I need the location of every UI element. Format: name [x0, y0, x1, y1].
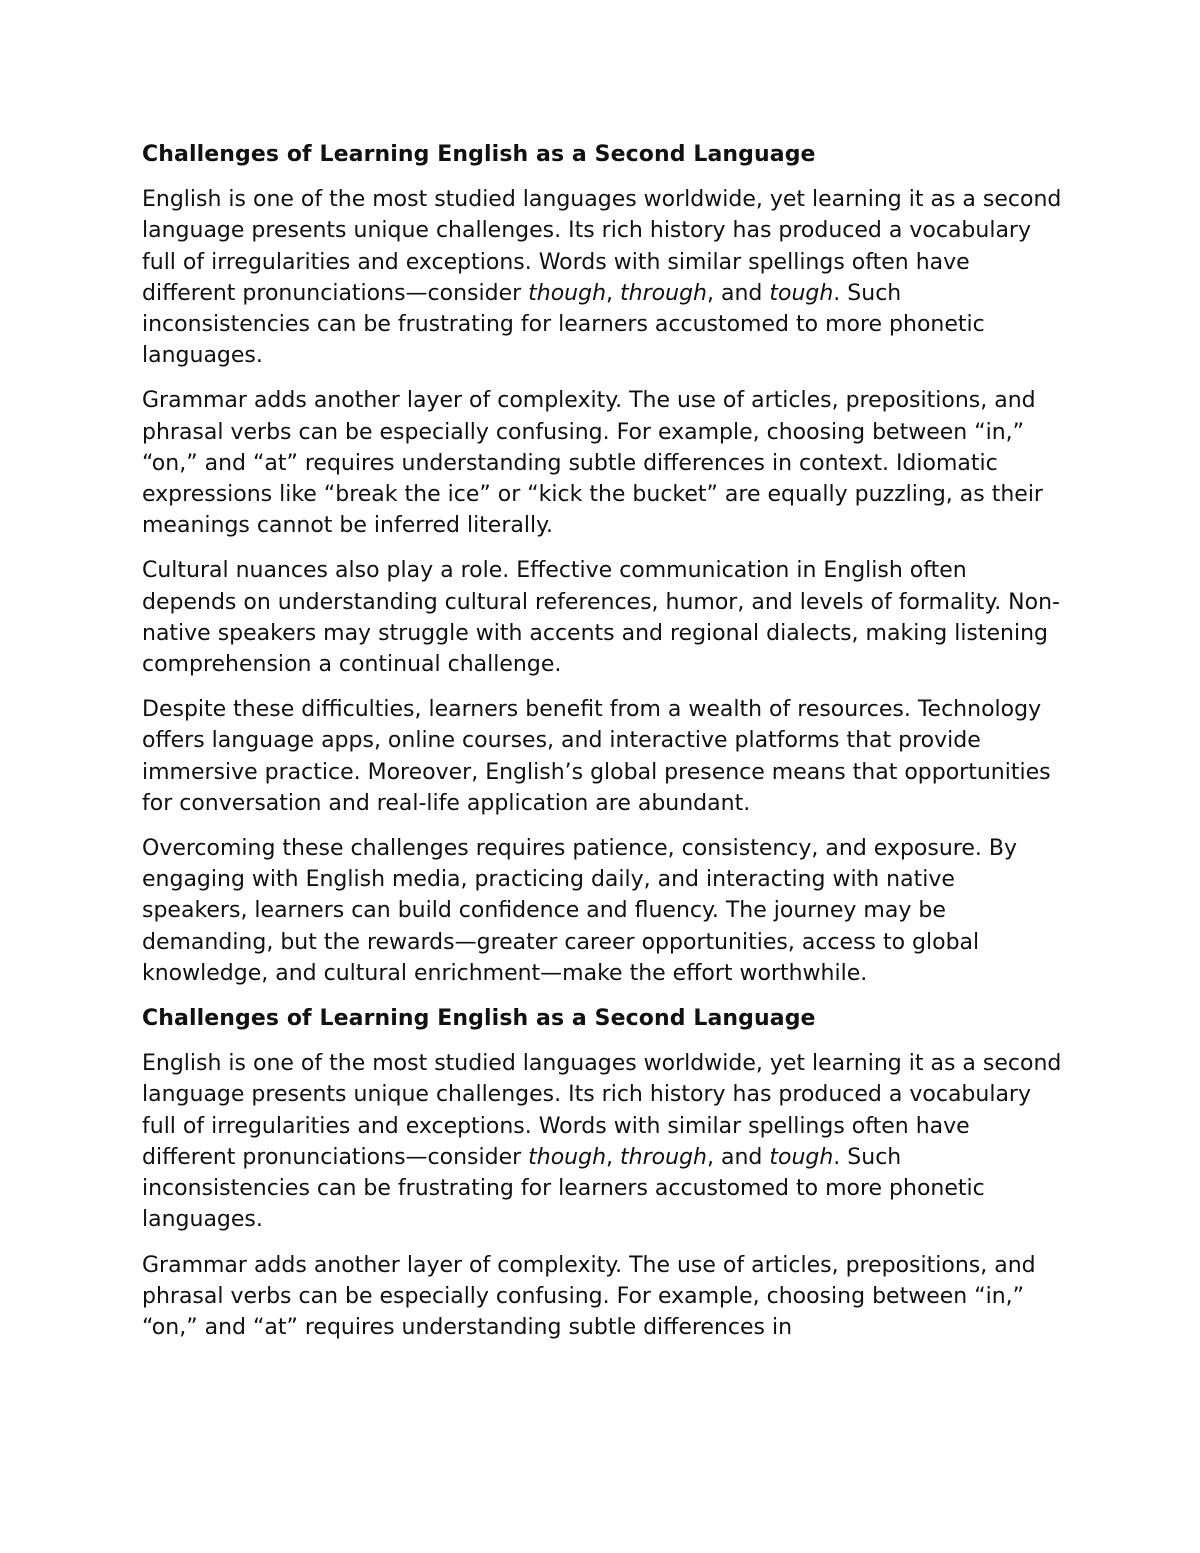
paragraph-text: English is one of the most studied languages worldwide, yet learning it as a second language presents unique challenges. Its rich history has produced a vocabulary full of irregularities and exceptions. Words with similar spellings often have different pronunciations—consider: [142, 1051, 1062, 1170]
paragraph-grammar: Grammar adds another layer of complexity. The use of articles, prepositions, and phrasal verbs can be especially confusing. For example, choosing between “in,” “on,” and “at” requires understanding subtle differences in context. Idiomatic expressions like “break the ice” or “kick the bucket” are equally puzzling, as their meanings cannot be inferred literally.: [142, 388, 1043, 539]
italic-word-tough: tough: [769, 280, 834, 306]
italic-word-through: through: [620, 280, 707, 306]
paragraph-culture: Cultural nuances also play a role. Effective communication in English often depends on understanding cultural references, humor, and levels of formality. Non-native speakers may struggle with accents and regional dialects, making listening comprehension a continual challenge.: [142, 558, 1060, 678]
paragraph-text: . Such inconsistencies can be frustrating for learners accustomed to more phonetic languages.: [142, 1144, 985, 1233]
paragraph-text: English is one of the most studied languages worldwide, yet learning it as a second language presents unique challenges. Its rich history has produced a vocabulary full of irregularities and exceptions. Words with similar spellings often have different pronunciations—consider: [142, 187, 1062, 306]
italic-word-through: through: [620, 1144, 707, 1170]
italic-word-though: though: [528, 280, 607, 306]
paragraph-vocabulary: [142, 184, 1062, 371]
separator: ,: [606, 280, 621, 306]
italic-word-tough: tough: [769, 1144, 834, 1170]
separator: , and: [706, 280, 770, 306]
italic-word-though: though: [528, 1144, 607, 1170]
paragraph-conclusion: Overcoming these challenges requires patience, consistency, and exposure. By engaging with English media, practicing daily, and interacting with native speakers, learners can build confidence and fluency. The journey may be demanding, but the rewards—greater career opportunities, access to global knowledge, and cultural enrichment—make the effort worthwhile.: [142, 836, 1017, 986]
separator: , and: [706, 1144, 770, 1170]
paragraph-vocabulary: [142, 1048, 1062, 1235]
paragraph-grammar: Grammar adds another layer of complexity. The use of articles, prepositions, and phrasal verbs can be especially confusing. For example, choosing between “in,” “on,” and “at” requires understanding subtle differences in: [142, 1252, 1036, 1340]
paragraph-resources: Despite these difficulties, learners benefit from a wealth of resources. Technology offers language apps, online courses, and interactive platforms that provide immersive practice. Moreover, English’s global presence means that opportunities for conversation and real-life application are abundant.: [142, 697, 1051, 816]
separator: ,: [606, 1144, 621, 1170]
section-heading: Challenges of Learning English as a Second Language: [142, 1006, 816, 1032]
document-page: [142, 139, 1062, 1357]
paragraph-text: . Such inconsistencies can be frustrating for learners accustomed to more phonetic languages.: [142, 280, 985, 369]
section-heading: Challenges of Learning English as a Second Language: [142, 142, 816, 167]
